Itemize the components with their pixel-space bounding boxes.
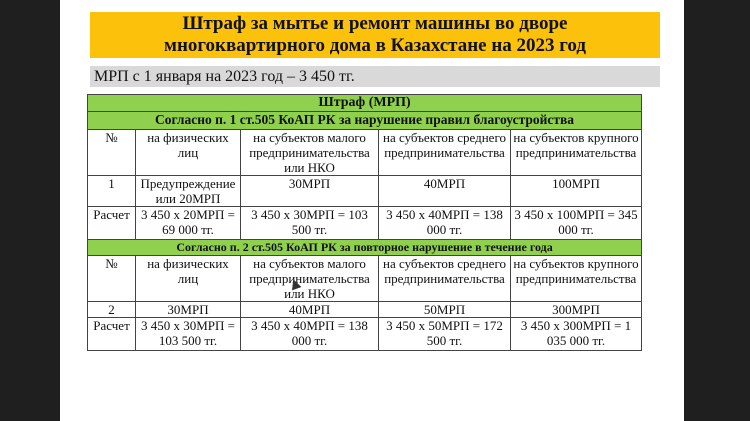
slide-title: Штраф за мытье и ремонт машины во дворе многоквартирного дома в Казахстане на 2023 год: [164, 13, 586, 56]
table-cell: 3 450 х 20МРП = 69 000 тг.: [136, 207, 241, 240]
table-main-header: Штраф (МРП): [88, 95, 642, 112]
table-cell: 3 450 х 30МРП = 103 500 тг.: [241, 207, 379, 240]
table-cell: Расчет: [88, 207, 136, 240]
mrp-info-bar: [90, 66, 660, 87]
table-cell: 30МРП: [136, 302, 241, 318]
table-cell: Предупреждение или 20МРП: [136, 176, 241, 207]
table-cell: 300МРП: [511, 302, 642, 318]
table-cell: 3 450 х 300МРП = 1 035 000 тг.: [511, 318, 642, 351]
column-header: на субъектов малого предпринимательства или НКО: [241, 256, 379, 302]
table-cell: 50МРП: [379, 302, 511, 318]
column-header: №: [88, 256, 136, 302]
table-cell: 3 450 х 50МРП = 172 500 тг.: [379, 318, 511, 351]
title-banner: [90, 12, 660, 58]
section2-header: Согласно п. 2 ст.505 КоАП РК за повторное нарушение в течение года: [88, 240, 642, 256]
table-row: [88, 302, 642, 318]
table-cell: 3 450 х 40МРП = 138 000 тг.: [241, 318, 379, 351]
table-cell: 40МРП: [241, 302, 379, 318]
table-cell: 3 450 х 40МРП = 138 000 тг.: [379, 207, 511, 240]
table-cell: 1: [88, 176, 136, 207]
column-header: на физических лиц: [136, 256, 241, 302]
table-row: [88, 207, 642, 240]
fines-table: [87, 94, 642, 351]
section2-column-headers: [88, 256, 642, 302]
column-header: на субъектов среднего предпринимательства: [379, 130, 511, 176]
column-header: на субъектов крупного предпринимательства: [511, 130, 642, 176]
column-header: на субъектов крупного предпринимательства: [511, 256, 642, 302]
table-cell: 30МРП: [241, 176, 379, 207]
section1-header: Согласно п. 1 ст.505 КоАП РК за нарушение правил благоустройства: [88, 112, 642, 130]
column-header: на субъектов малого предпринимательства или НКО: [241, 130, 379, 176]
column-header: на физических лиц: [136, 130, 241, 176]
left-letterbox: [0, 0, 60, 421]
table-cell: 100МРП: [511, 176, 642, 207]
table-cell: 40МРП: [379, 176, 511, 207]
table-cell: Расчет: [88, 318, 136, 351]
table-row: [88, 318, 642, 351]
table-cell: 2: [88, 302, 136, 318]
right-letterbox: [684, 0, 750, 421]
slide: [60, 0, 684, 421]
table-cell: 3 450 х 30МРП = 103 500 тг.: [136, 318, 241, 351]
table-cell: 3 450 х 100МРП = 345 000 тг.: [511, 207, 642, 240]
mrp-text: МРП с 1 января на 2023 год – 3 450 тг.: [94, 67, 355, 85]
column-header: №: [88, 130, 136, 176]
column-header: на субъектов среднего предпринимательства: [379, 256, 511, 302]
section1-column-headers: [88, 130, 642, 176]
table-row: [88, 176, 642, 207]
